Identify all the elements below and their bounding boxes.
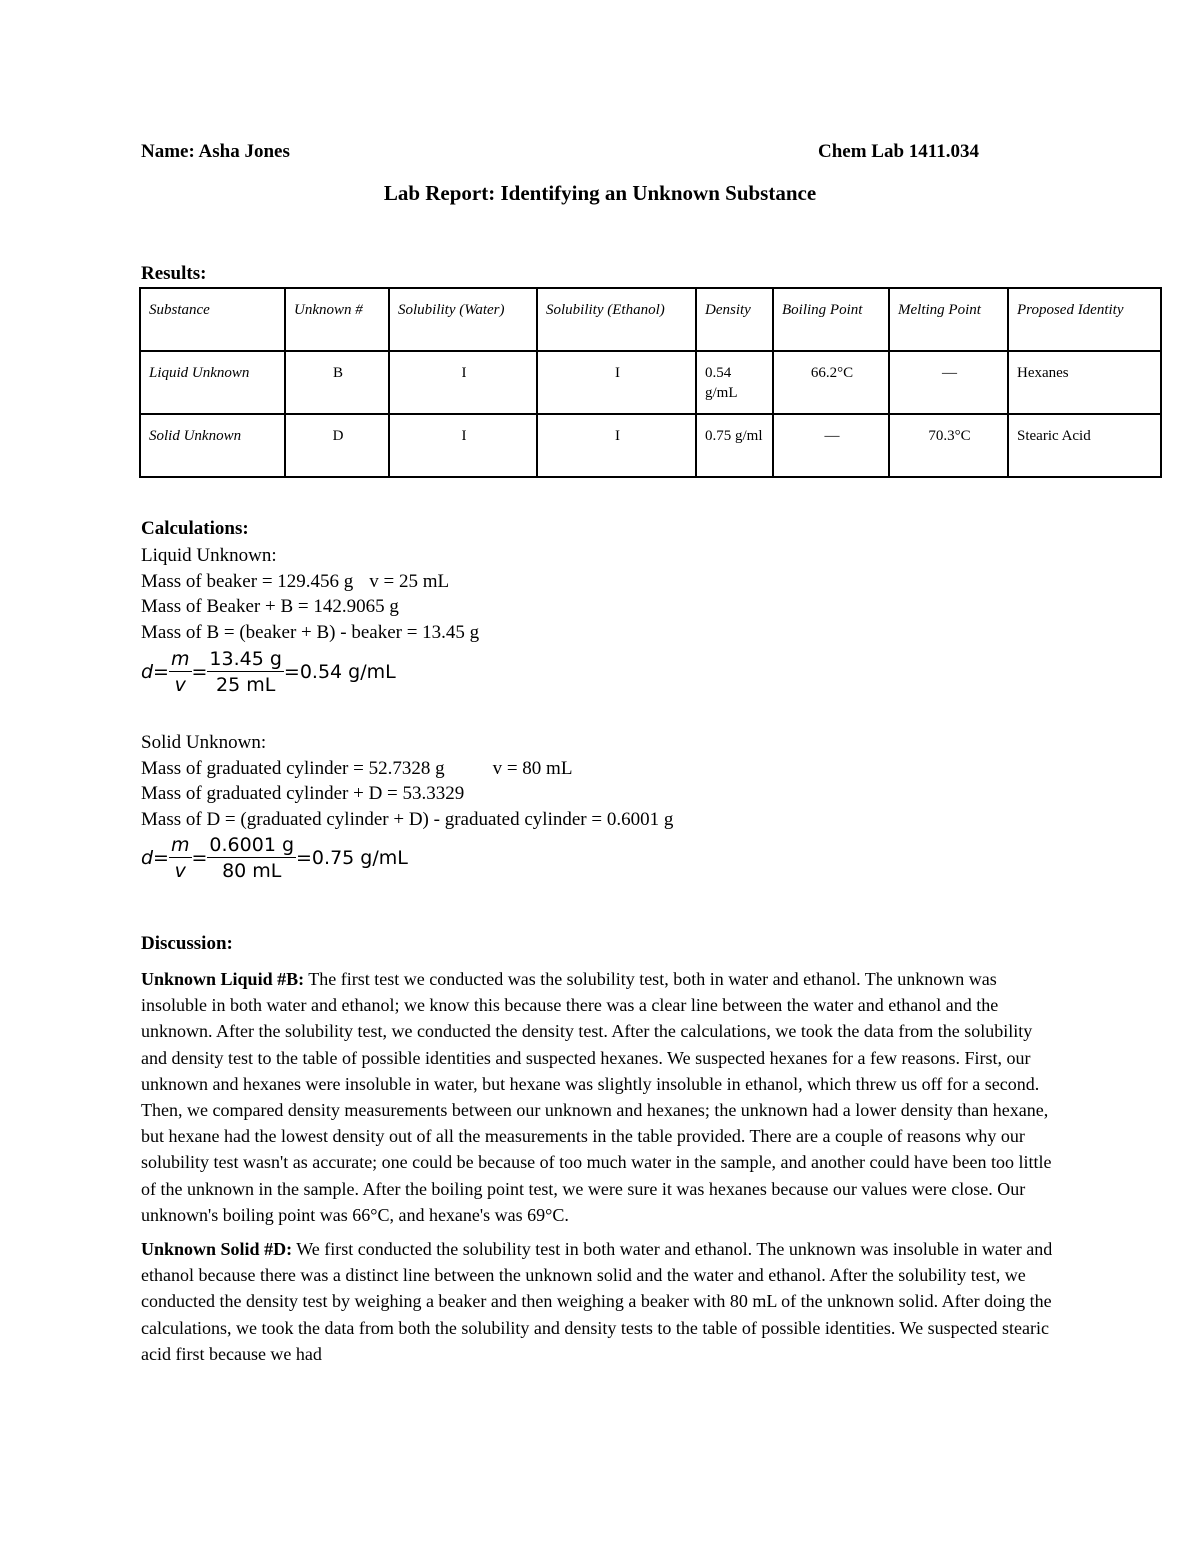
- discussion-body: [141, 966, 1061, 1375]
- column-header: Solubility (Ethanol): [537, 288, 696, 351]
- solid-discussion-text: We first conducted the solubility test in both water and ethanol. The unknown was insoluble in water and ethanol because there was a distinct line between the unknown solid and the water and ethanol. After the solubility test, we conducted the density test by weighing a beaker and then weighing a beaker with 80 mL of the unknown solid. After doing the calculations, we took the data from both the solubility and density tests to the table of possible identities. We suspected stearic acid first because we had: [141, 1239, 1053, 1364]
- page-title: Lab Report: Identifying an Unknown Substance: [383, 181, 817, 205]
- calculations-heading: Calculations:: [141, 518, 249, 539]
- discussion-heading: Discussion:: [141, 933, 233, 954]
- table-header-row: [140, 288, 1161, 351]
- table-cell: I: [537, 351, 696, 414]
- table-cell: D: [285, 414, 389, 477]
- table-cell: —: [889, 351, 1008, 414]
- solid-calculations: [141, 730, 673, 832]
- liquid-calculations: [141, 543, 479, 645]
- table-cell: I: [389, 351, 537, 414]
- results-table: [139, 287, 1162, 478]
- cylinder-mass: Mass of graduated cylinder = 52.7328 g: [141, 757, 445, 779]
- formula-lhs: d=: [141, 847, 169, 869]
- solid-discussion-paragraph: [141, 1236, 1061, 1367]
- column-header: Boiling Point: [773, 288, 889, 351]
- solid-density-formula: d= $\frac{m}{v}$ = $\frac{0.6001 g}{80 mL}$ =0.75 g/mL: [141, 834, 408, 882]
- formula-numerator: 0.6001 g: [209, 834, 295, 856]
- student-name: Name: Asha Jones: [141, 141, 290, 162]
- liquid-discussion-label: Unknown Liquid #B:: [141, 969, 305, 989]
- column-header: Solubility (Water): [389, 288, 537, 351]
- table-cell: I: [537, 414, 696, 477]
- formula-denominator: 25 mL: [216, 674, 276, 696]
- formula-m: m: [170, 834, 190, 856]
- table-cell: 70.3°C: [889, 414, 1008, 477]
- mass-of-d: Mass of D = (graduated cylinder + D) - graduated cylinder = 0.6001 g: [141, 808, 674, 830]
- formula-denominator: 80 mL: [222, 860, 282, 882]
- formula-lhs: d=: [141, 661, 169, 683]
- table-cell: Hexanes: [1008, 351, 1161, 414]
- column-header: Density: [696, 288, 773, 351]
- cylinder-plus-d-mass: Mass of graduated cylinder + D = 53.3329: [141, 783, 465, 804]
- solid-volume: v = 80 mL: [492, 757, 573, 779]
- formula-result: =0.54 g/mL: [283, 661, 396, 683]
- course-label: Chem Lab 1411.034: [818, 141, 979, 162]
- table-row: [140, 414, 1161, 477]
- table-cell: I: [389, 414, 537, 477]
- solid-discussion-label: Unknown Solid #D:: [141, 1239, 293, 1260]
- solid-label: Solid Unknown:: [141, 732, 267, 753]
- table-cell: 0.54 g/mL: [696, 351, 773, 414]
- liquid-volume: v = 25 mL: [369, 570, 450, 592]
- beaker-plus-b-mass: Mass of Beaker + B = 142.9065 g: [141, 596, 399, 617]
- liquid-label: Liquid Unknown:: [141, 545, 277, 566]
- liquid-density-formula: d= $\frac{m}{v}$ = $\frac{13.45 g}{25 mL}$ =0.54 g/mL: [141, 648, 396, 696]
- column-header: Substance: [140, 288, 285, 351]
- formula-v: v: [174, 674, 186, 696]
- table-cell: 66.2°C: [773, 351, 889, 414]
- column-header: Proposed Identity: [1008, 288, 1161, 351]
- formula-numerator: 13.45 g: [209, 648, 282, 670]
- table-cell: Solid Unknown: [140, 414, 285, 477]
- table-cell: Liquid Unknown: [140, 351, 285, 414]
- liquid-discussion-text: The first test we conducted was the solubility test, both in water and ethanol. The unknown was insoluble in both water and ethanol; we know this because there was a clear line between the water and ethanol and the unknown. After the solubility test, we conducted the density test. After the calculations, we took the data from the solubility and density test to the table of possible identities and suspected hexanes. We suspected hexanes for a few reasons. First, our unknown and hexanes were insoluble in water, but hexane was slightly insoluble in ethanol, which threw us off for a second. Then, we compared density measurements between our unknown and hexanes; the unknown had a lower density than hexane, but hexane had the lowest density out of all the measurements in the table provided. There are a couple of reasons why our solubility test wasn't as accurate; one could be because of too much water in the sample, and another could have been too little of the unknown in the sample. After the boiling point test, we were sure it was hexanes because our values were close. Our unknown's boiling point was 66°C, and hexane's was 69°C.: [141, 969, 1052, 1225]
- formula-v: v: [174, 860, 186, 882]
- formula-m: m: [170, 648, 190, 670]
- table-cell: B: [285, 351, 389, 414]
- table-cell: 0.75 g/ml: [696, 414, 773, 477]
- table-cell: —: [773, 414, 889, 477]
- beaker-mass: Mass of beaker = 129.456 g: [141, 570, 354, 592]
- formula-result: =0.75 g/mL: [296, 847, 408, 869]
- mass-of-b: Mass of B = (beaker + B) - beaker = 13.45 g: [141, 621, 480, 643]
- column-header: Unknown #: [285, 288, 389, 351]
- table-cell: Stearic Acid: [1008, 414, 1161, 477]
- column-header: Melting Point: [889, 288, 1008, 351]
- results-heading: Results:: [141, 263, 207, 284]
- liquid-discussion-paragraph: [141, 966, 1061, 1228]
- table-row: [140, 351, 1161, 414]
